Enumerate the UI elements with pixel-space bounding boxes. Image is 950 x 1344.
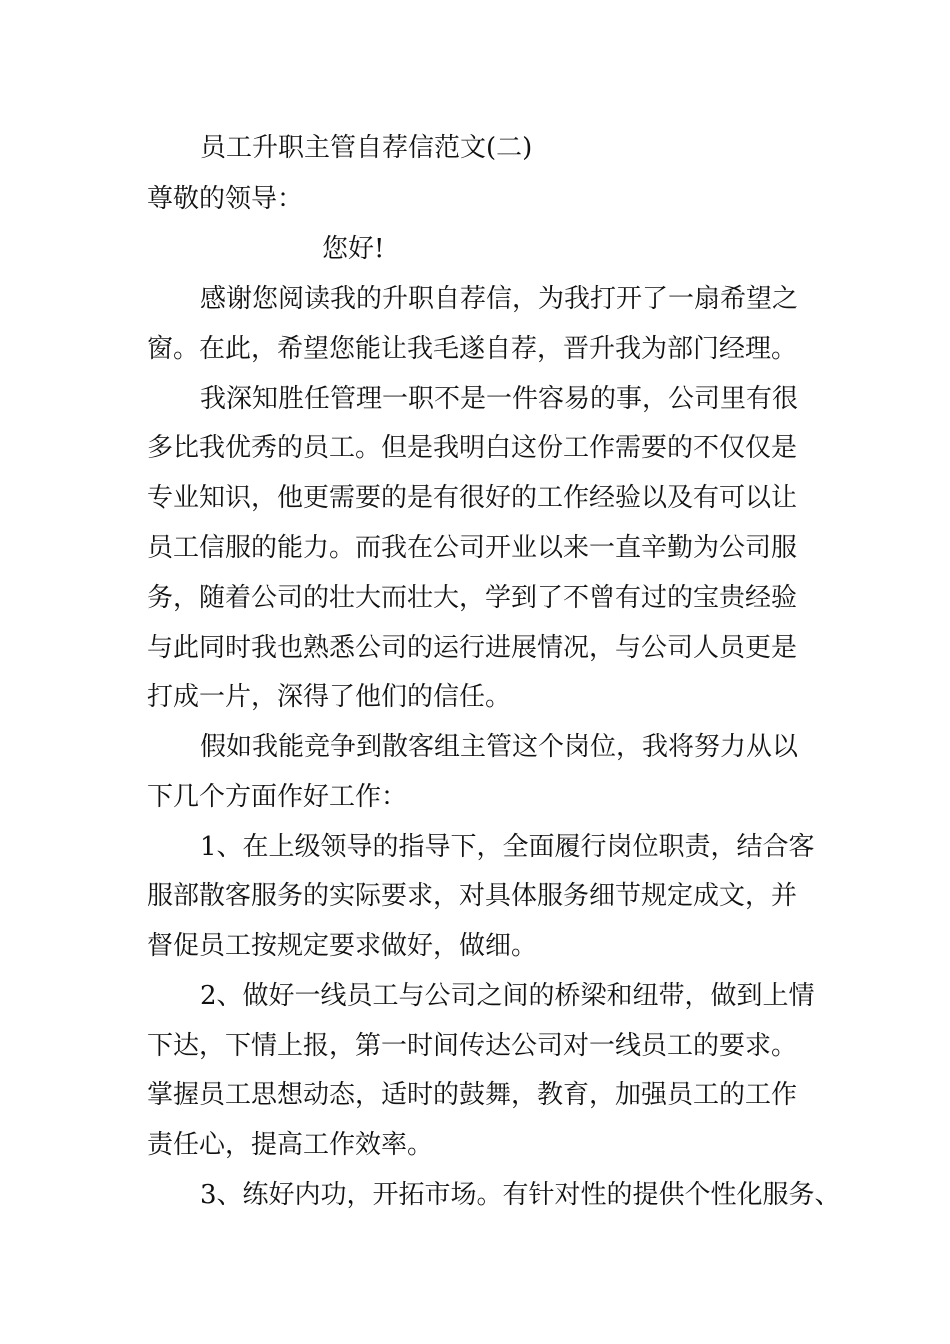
body-line: 责任心，提高工作效率。 [147,1130,434,1160]
body-line: 打成一片，深得了他们的信任。 [147,682,512,712]
body-line: 督促员工按规定要求做好，做细。 [147,931,538,961]
body-line: 务，随着公司的壮大而壮大，学到了不曾有过的宝贵经验 [147,583,798,613]
body-line: 下几个方面作好工作： [147,782,408,812]
body-line: 窗。在此，希望您能让我毛遂自荐，晋升我为部门经理。 [147,334,798,364]
body-line: 专业知识，他更需要的是有很好的工作经验以及有可以让 [147,483,798,513]
body-line: 感谢您阅读我的升职自荐信，为我打开了一扇希望之 [200,284,799,314]
body-line: 2、做好一线员工与公司之间的桥梁和纽带，做到上情 [200,981,815,1011]
body-line: 下达，下情上报，第一时间传达公司对一线员工的要求。 [147,1031,798,1061]
body-line: 服部散客服务的实际要求，对具体服务细节规定成文，并 [147,881,798,911]
body-line: 多比我优秀的员工。但是我明白这份工作需要的不仅仅是 [147,433,798,463]
greeting: 您好! [322,234,385,264]
body-line: 与此同时我也熟悉公司的运行进展情况，与公司人员更是 [147,633,798,663]
body-line: 员工信服的能力。而我在公司开业以来一直辛勤为公司服 [147,533,798,563]
body-line: 3、练好内功，开拓市场。有针对性的提供个性化服务、 [200,1180,841,1210]
body-line: 假如我能竞争到散客组主管这个岗位，我将努力从以 [200,732,799,762]
body-line: 1、在上级领导的指导下，全面履行岗位职责，结合客 [200,832,815,862]
document-title: 员工升职主管自荐信范文(二) [200,133,533,163]
body-line: 掌握员工思想动态，适时的鼓舞，教育，加强员工的工作 [147,1080,798,1110]
body-line: 我深知胜任管理一职不是一件容易的事，公司里有很 [200,384,799,414]
salutation: 尊敬的领导： [147,184,304,214]
